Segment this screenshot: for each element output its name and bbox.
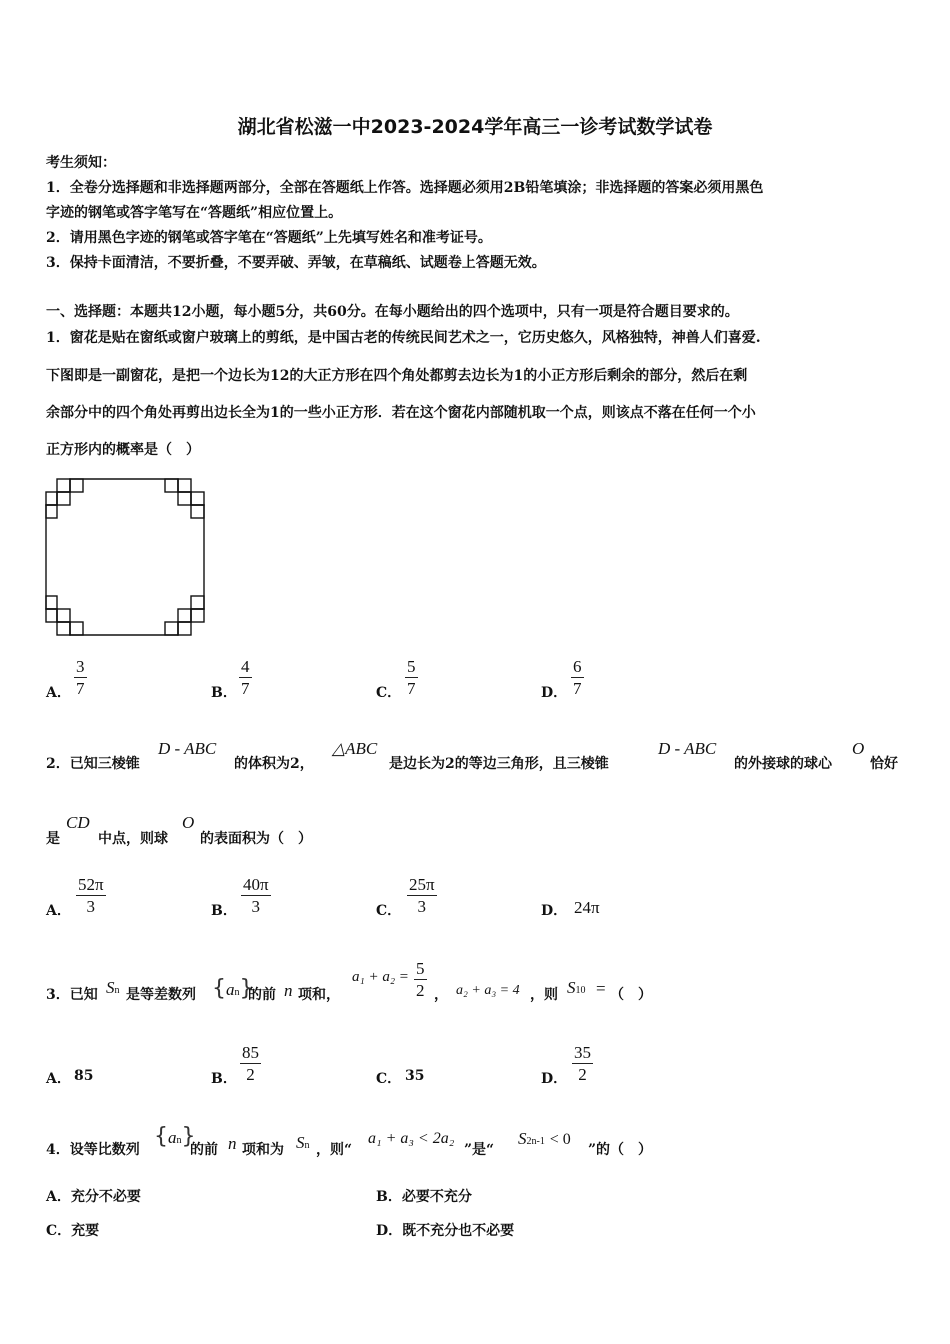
q3-s-10: S10 <box>567 978 586 997</box>
q2-text-7: 中点，则球 <box>98 831 168 847</box>
q1-option-b-value[interactable]: 4 7 <box>241 657 250 698</box>
q2-option-c-value[interactable]: 25π 3 <box>409 875 435 916</box>
q4-option-d[interactable]: D．既不充分也不必要 <box>376 1223 515 1239</box>
q4-math-condition: a₁ + a₃ < 2a₂ <box>368 1130 455 1147</box>
q1-option-c-value[interactable]: 5 7 <box>407 657 416 698</box>
q4-option-b[interactable]: B．必要不充分 <box>376 1189 472 1205</box>
q4-text-3: 项和为 <box>242 1142 284 1158</box>
q1-line-4: 正方形内的概率是（ ） <box>46 442 200 458</box>
q2-text-5: 恰好 <box>870 756 898 772</box>
q4-s-n: Sn <box>296 1133 310 1152</box>
notice-item-1: 1．全卷分选择题和非选择题两部分，全部在答题纸上作答。选择题必须用2B铅笔填涂；非选择题的答案必须用黑色 <box>46 180 764 196</box>
q1-line-3: 余部分中的四个角处再剪出边长全为1的一些小正方形．若在这个窗花内部随机取一个点，则该点不落在任何一个小 <box>46 405 756 421</box>
notice-item-1-cont: 字迹的钢笔或答字笔写在“答题纸”相应位置上。 <box>46 205 343 221</box>
q1-option-b-label[interactable]: B． <box>211 685 237 701</box>
q4-text-2: 的前 <box>190 1142 218 1158</box>
q2-text-8: 的表面积为（ ） <box>200 831 312 847</box>
q3-text-2: 是等差数列 <box>126 987 196 1003</box>
q2-option-b-value[interactable]: 40π 3 <box>243 875 269 916</box>
q3-option-c-value[interactable]: 35 <box>405 1068 425 1084</box>
q2-math-4: O <box>852 739 865 758</box>
q4-text-6: ”的（ ） <box>588 1142 653 1158</box>
q2-option-a-value[interactable]: 52π 3 <box>78 875 104 916</box>
q4-math-n: n <box>228 1134 237 1153</box>
q4-s-2n-1: S2n-1 < 0 <box>518 1129 571 1148</box>
q3-option-a-value[interactable]: 85 <box>74 1068 94 1084</box>
q1-option-a-value[interactable]: 3 7 <box>76 657 85 698</box>
q4-text-1: 4．设等比数列 <box>46 1142 140 1158</box>
q2-text-6: 是 <box>46 831 60 847</box>
q4-text-4: ，则“ <box>316 1142 353 1158</box>
q1-option-a-label[interactable]: A． <box>46 685 71 701</box>
q3-seq-an: {an} <box>212 976 254 1001</box>
q3-option-b-label[interactable]: B． <box>211 1071 237 1087</box>
q2-math-2: △ABC <box>332 739 378 758</box>
q2-text-2: 的体积为2， <box>234 756 314 772</box>
q4-text-5: ”是“ <box>464 1142 495 1158</box>
q3-equals: = <box>596 979 606 998</box>
q3-text-6: ，则 <box>530 987 558 1003</box>
q2-math-6: O <box>182 813 195 832</box>
q3-text-1: 3．已知 <box>46 987 98 1003</box>
q3-text-5: ， <box>434 987 448 1003</box>
q2-option-d-label[interactable]: D． <box>541 903 568 919</box>
q2-text-1: 2．已知三棱锥 <box>46 756 140 772</box>
q3-s-n: Sn <box>106 978 120 997</box>
q3-option-b-value[interactable]: 85 2 <box>242 1043 259 1084</box>
q3-option-d-value[interactable]: 35 2 <box>574 1043 591 1084</box>
q3-math-sum23: a₂ + a₃ = 4 <box>456 983 520 998</box>
q2-option-c-label[interactable]: C． <box>376 903 402 919</box>
q4-option-a[interactable]: A．充分不必要 <box>46 1189 141 1205</box>
q2-math-1: D - ABC <box>158 739 217 758</box>
q3-text-7: （ ） <box>610 987 652 1003</box>
notice-item-2: 2．请用黑色字迹的钢笔或答字笔在“答题纸”上先填写姓名和准考证号。 <box>46 230 492 246</box>
q1-option-d-label[interactable]: D． <box>541 685 568 701</box>
q4-seq-an: {an} <box>154 1124 196 1149</box>
q1-line-2: 下图即是一副窗花，是把一个边长为12的大正方形在四个角处都剪去边长为1的小正方形后剩余的部分，然后在剩 <box>46 368 748 384</box>
q2-text-3: 是边长为2的等边三角形，且三棱锥 <box>389 756 609 772</box>
q2-math-5: CD <box>66 813 90 832</box>
q2-option-b-label[interactable]: B． <box>211 903 237 919</box>
section-heading: 一、选择题：本题共12小题，每小题5分，共60分。在每小题给出的四个选项中，只有一项是符合题目要求的。 <box>46 304 739 320</box>
q3-fraction-5-2: 5 2 <box>416 959 425 1000</box>
q1-option-d-value[interactable]: 6 7 <box>573 657 582 698</box>
q2-text-4: 的外接球的球心 <box>734 756 832 772</box>
q3-math-n: n <box>284 981 293 1000</box>
q3-text-4: 项和， <box>298 987 340 1003</box>
q1-line-1: 1．窗花是贴在窗纸或窗户玻璃上的剪纸，是中国古老的传统民间艺术之一，它历史悠久，风格独特，神兽人们喜爱. <box>46 330 761 346</box>
window-flower-figure <box>44 476 206 638</box>
notice-item-3: 3．保持卡面清洁，不要折叠，不要弄破、弄皱，在草稿纸、试题卷上答题无效。 <box>46 255 546 271</box>
q3-option-a-label[interactable]: A． <box>46 1071 71 1087</box>
q4-option-c[interactable]: C．充要 <box>46 1223 100 1239</box>
q3-math-sum12: a₁ + a₂ = <box>352 969 409 985</box>
q3-option-d-label[interactable]: D． <box>541 1071 568 1087</box>
q1-option-c-label[interactable]: C． <box>376 685 402 701</box>
q3-text-3: 的前 <box>248 987 276 1003</box>
q2-option-a-label[interactable]: A． <box>46 903 71 919</box>
notice-heading: 考生须知： <box>46 155 116 171</box>
page-title: 湖北省松滋一中2023-2024学年高三一诊考试数学试卷 <box>237 116 713 138</box>
q2-math-3: D - ABC <box>658 739 717 758</box>
q2-option-d-value[interactable]: 24π <box>574 898 600 917</box>
q3-option-c-label[interactable]: C． <box>376 1071 402 1087</box>
